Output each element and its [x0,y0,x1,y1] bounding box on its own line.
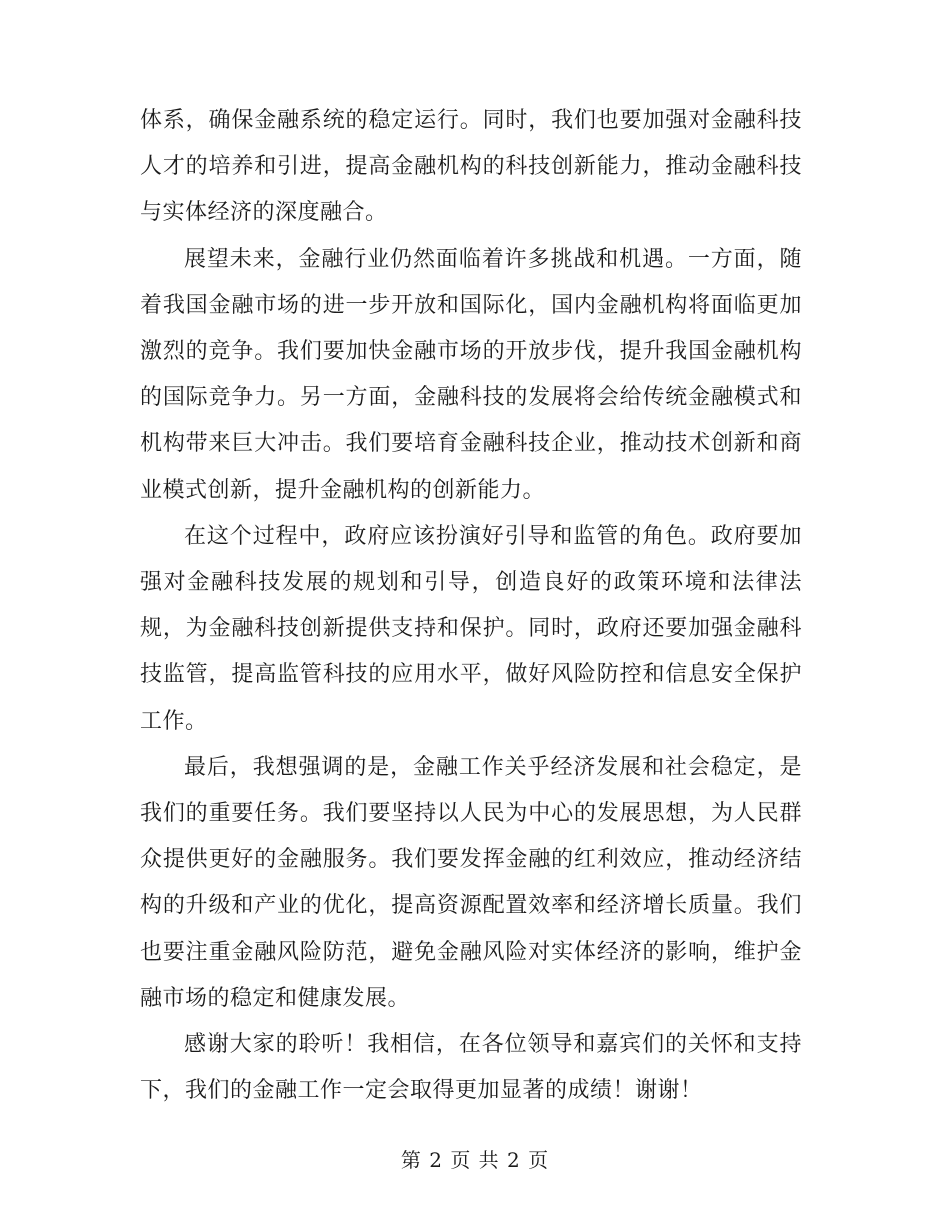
paragraph-outlook: 展望未来，金融行业仍然面临着许多挑战和机遇。一方面，随着我国金融市场的进一步开放和国际化，国内金融机构将面临更加激烈的竞争。我们要加快金融市场的开放步伐，提升我国金融机构的国际竞争力。另一方面，金融科技的发展将会给传统金融模式和机构带来巨大冲击。我们要培育金融科技企业，推动技术创新和商业模式创新，提升金融机构的创新能力。 [140,246,802,503]
paragraph-conclusion: 最后，我想强调的是，金融工作关乎经济发展和社会稳定，是我们的重要任务。我们要坚持以人民为中心的发展思想，为人民群众提供更好的金融服务。我们要发挥金融的红利效应，推动经济结构的升级和产业的优化，提高资源配置效率和经济增长质量。我们也要注重金融风险防范，避免金融风险对实体经济的影响，维护金融市场的稳定和健康发展。 [140,754,802,1011]
page-number-footer: 第 2 页 共 2 页 [400,1148,550,1172]
paragraph-continuation: 体系，确保金融系统的稳定运行。同时，我们也要加强对金融科技人才的培养和引进，提高金融机构的科技创新能力，推动金融科技与实体经济的深度融合。 [140,108,802,226]
document-body [140,98,802,1114]
paragraph-thanks: 感谢大家的聆听！我相信，在各位领导和嘉宾们的关怀和支持下，我们的金融工作一定会取得更加显著的成绩！谢谢！ [140,1032,802,1104]
paragraph-government-role: 在这个过程中，政府应该扮演好引导和监管的角色。政府要加强对金融科技发展的规划和引导，创造良好的政策环境和法律法规，为金融科技创新提供支持和保护。同时，政府还要加强金融科技监管，提高监管科技的应用水平，做好风险防控和信息安全保护工作。 [140,523,802,734]
